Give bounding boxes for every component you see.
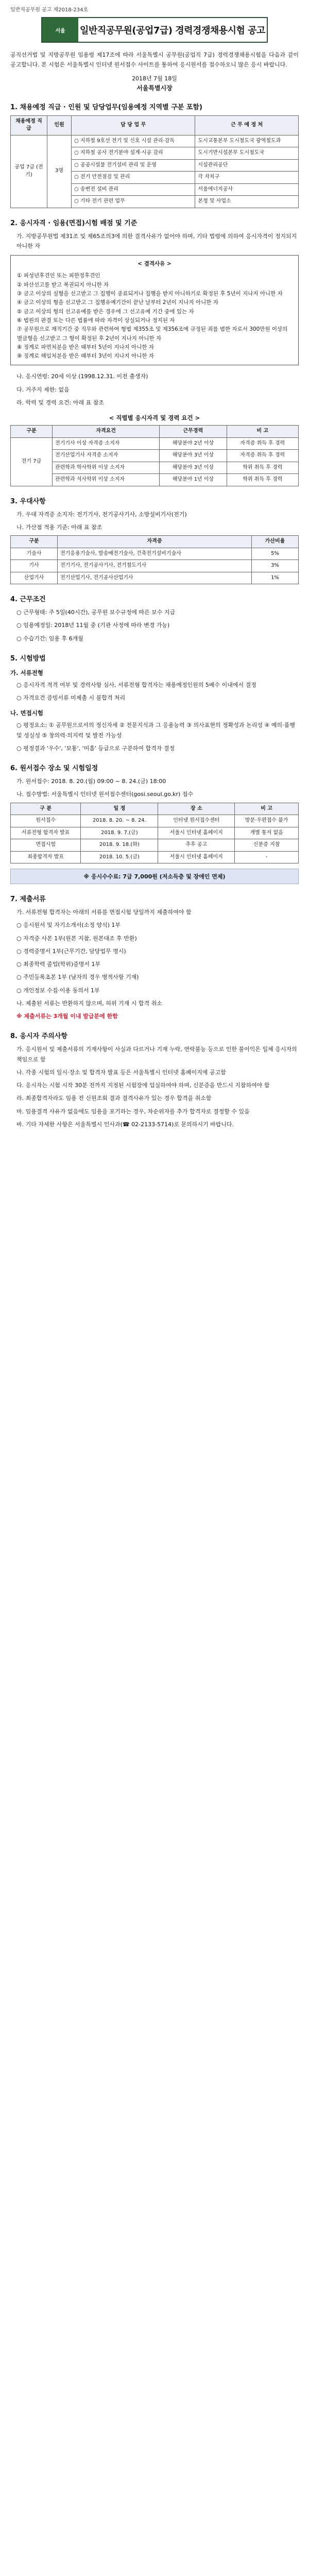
table-caption: < 직렬별 응시자격 및 경력 요건 > bbox=[109, 414, 200, 422]
submission-item: ○ 개인정보 수집·이용 동의서 1부 bbox=[16, 987, 100, 994]
eligibility-item: 나. 응시연령: 20세 이상 (1998.12.31. 이전 출생자) bbox=[16, 373, 148, 380]
col-place: 장 소 bbox=[158, 803, 235, 815]
duty-cell: ○ 지하철 9호선 전기 및 신호 시설 관리·감독 bbox=[72, 135, 195, 147]
box-line: ⑦ 공무원으로 재직기간 중 직무와 관련하여 형법 제355조 및 제356조에 규정된 죄를 범한 자로서 300만원 이상의 벌금형을 선고받고 그 형이 확정된 후 2년이 지나지 아니한 자 bbox=[17, 326, 288, 342]
date-cell: 2018. 9. 7.(금) bbox=[81, 827, 158, 839]
preference-item: 가. 우대 자격증 소지자: 전기기사, 전기공사기사, 소방설비기사(전기) bbox=[16, 511, 187, 518]
requirement-cell: 전기기사 이상 자격증 소지자 bbox=[53, 437, 160, 450]
preference-item: 나. 가산점 적용 기준: 아래 표 참조 bbox=[16, 523, 102, 531]
stage-cell: 최종합격자 발표 bbox=[11, 851, 81, 863]
box-title: < 결격사유 > bbox=[138, 261, 171, 267]
table-row bbox=[11, 827, 299, 839]
section-4-title: 4. 근무조건 bbox=[10, 596, 46, 604]
submission-item: ○ 자격증 사본 1부(원본 지참, 원본대조 후 반환) bbox=[16, 935, 137, 942]
stage-cell: 면접시험 bbox=[11, 839, 81, 852]
experience-cell: 해당분야 2년 이상 bbox=[160, 437, 227, 450]
intro-paragraph: 공직선거법 및 지방공무원 임용령 제17조에 따라 서울특별시 공무원(공업직 7급) 경력경쟁채용시험을 다음과 같이 공고합니다. 본 시험은 서울특별시 인터넷 원서접수 사이트를 통하여 응시원서를 접수하오니 많은 응시 바랍니다. bbox=[10, 52, 299, 69]
col-date: 일 정 bbox=[81, 803, 158, 815]
condition-item: ○ 수습기간: 임용 후 6개월 bbox=[16, 635, 83, 642]
section-2-title: 2. 응시자격 · 임용(면접)시험 배점 및 기준 bbox=[10, 219, 138, 227]
caution-item: 마. 임용결격 사유가 없음에도 임용을 포기하는 경우, 차순위자를 추가 합격자로 결정할 수 있음 bbox=[16, 1108, 250, 1115]
caution-item: 바. 기타 자세한 사항은 서울특별시 인사과(☎ 02-2133-5714)로 문의하시기 바랍니다. bbox=[16, 1121, 234, 1128]
subsection-interview: 나. 면접시험 bbox=[10, 709, 43, 717]
section-1-title: 1. 채용예정 직급 · 인원 및 담당업무(임용예정 지역별 구분 포함) bbox=[10, 103, 202, 111]
box-line: ④ 금고 이상의 형을 선고받고 그 집행유예기간이 끝난 날부터 2년이 지나지 아니한 자 bbox=[17, 299, 218, 306]
schedule-table bbox=[10, 803, 299, 864]
box-line: ⑤ 금고 이상의 형의 선고유예를 받은 경우에 그 선고유예 기간 중에 있는 자 bbox=[17, 308, 194, 315]
certificate-cell: 전기산업기사, 전기공사산업기사 bbox=[58, 572, 252, 584]
col-note: 비 고 bbox=[227, 426, 298, 438]
type-cell: 전기 7급 bbox=[11, 437, 53, 486]
method-item: ○ 자격요건 증빙서류 미제출 시 불합격 처리 bbox=[16, 694, 126, 702]
col-certificate: 자격증 bbox=[58, 536, 252, 548]
section-7-title: 7. 제출서류 bbox=[10, 895, 46, 904]
title-banner bbox=[41, 17, 268, 43]
note-cell: 학위 취득 후 경력 bbox=[227, 474, 298, 486]
location-cell: 도시기반시설본부 도시철도국 bbox=[195, 147, 299, 160]
grade-cell: 산업기사 bbox=[11, 572, 58, 584]
disqualification-box bbox=[10, 255, 299, 365]
rank-cell: 공업 7급 (전기) bbox=[11, 135, 47, 208]
submission-item: ○ 주민등록초본 1부 (남자의 경우 병적사항 기재) bbox=[16, 974, 139, 981]
col-remark: 비 고 bbox=[235, 803, 299, 815]
location-cell: 본청 및 사업소 bbox=[195, 196, 299, 208]
place-cell: 인터넷 원서접수센터 bbox=[158, 815, 235, 827]
method-item: ○ 응시자격 적격 여부 및 경력사항 심사, 서류전형 합격자는 채용예정인원의 5배수 이내에서 결정 bbox=[16, 681, 256, 688]
submission-item: 나. 제출된 서류는 반환하지 않으며, 허위 기재 시 합격 취소 bbox=[16, 999, 162, 1007]
table-row bbox=[11, 462, 299, 474]
stage-cell: 서류전형 합격자 발표 bbox=[11, 827, 81, 839]
col-bonus: 가산비율 bbox=[252, 536, 299, 548]
method-item: ○ 평정요소: ① 공무원으로서의 정신자세 ② 전문지식과 그 응용능력 ③ 의사표현의 정확성과 논리성 ④ 예의·품행 및 성실성 ⑤ 창의력·의지력 및 발전 가능성 bbox=[16, 722, 295, 739]
box-line: ③ 금고 이상의 실형을 선고받고 그 집행이 종료되거나 집행을 받지 아니하기로 확정된 후 5년이 지나지 아니한 자 bbox=[17, 290, 283, 297]
date-cell: 2018. 9. 18.(화) bbox=[81, 839, 158, 852]
submission-item: ○ 최종학력 졸업(학위)증명서 1부 bbox=[16, 961, 101, 968]
bonus-cell: 1% bbox=[252, 572, 299, 584]
bonus-cell: 5% bbox=[252, 548, 299, 560]
note-cell: 자격증 취득 후 경력 bbox=[227, 437, 298, 450]
section-8-title: 8. 응시자 주의사항 bbox=[10, 1032, 67, 1041]
caution-item: 나. 각종 시험의 일시·장소 및 합격자 발표 등은 서울특별시 인터넷 홈페이지에 공고함 bbox=[16, 1069, 226, 1076]
remark-cell: - bbox=[235, 851, 299, 863]
notice-date: 2018년 7월 18일 bbox=[132, 75, 177, 82]
table-row bbox=[11, 560, 299, 572]
submission-item: 가. 서류전형 합격자는 아래의 서류를 면접시험 당일까지 제출하여야 함 bbox=[16, 909, 192, 916]
place-cell: 서울시 인터넷 홈페이지 bbox=[158, 827, 235, 839]
table-row bbox=[11, 548, 299, 560]
col-requirement: 자격요건 bbox=[53, 426, 160, 438]
duty-cell: ○ 송변전 설비 관리 bbox=[72, 183, 195, 196]
box-line: ⑨ 징계로 해임처분을 받은 때부터 3년이 지나지 아니한 자 bbox=[17, 353, 154, 360]
table-row bbox=[11, 572, 299, 584]
requirement-cell: 전기산업기사 자격증 소지자 bbox=[53, 450, 160, 462]
place-cell: 추후 공고 bbox=[158, 839, 235, 852]
remark-cell: 방문·우편접수 불가 bbox=[235, 815, 299, 827]
condition-item: ○ 근무형태: 주 5일(40시간), 공무원 보수규정에 따른 보수 지급 bbox=[16, 609, 176, 616]
section-3-title: 3. 우대사항 bbox=[10, 497, 46, 505]
date-cell: 2018. 8. 20. ~ 8. 24. bbox=[81, 815, 158, 827]
caution-item: 다. 응시자는 시험 시작 30분 전까지 지정된 시험장에 입실하여야 하며, 신분증을 반드시 지참하여야 함 bbox=[16, 1082, 270, 1089]
certificate-cell: 전기기사, 전기공사기사, 전기철도기사 bbox=[58, 560, 252, 572]
subsection-document-screening: 가. 서류전형 bbox=[10, 669, 43, 676]
box-line: ⑥ 법원의 판결 또는 다른 법률에 따라 자격이 상실되거나 정지된 자 bbox=[17, 317, 175, 324]
table-row bbox=[11, 474, 299, 486]
fee-highlight: ※ 응시수수료: 7급 7,000원 (저소득층 및 장애인 면제) bbox=[10, 869, 299, 884]
schedule-item: 나. 접수방법: 서울특별시 인터넷 원서접수센터(gosi.seoul.go.kr) 접수 bbox=[16, 791, 194, 798]
duty-cell: ○ 공공시설물 전기설비 관리 및 운영 bbox=[72, 159, 195, 172]
col-grade: 구분 bbox=[11, 536, 58, 548]
location-cell: 시설관리공단 bbox=[195, 159, 299, 172]
grade-cell: 기술사 bbox=[11, 548, 58, 560]
caution-item: 라. 최종합격자라도 임용 전 신원조회 결과 결격사유가 있는 경우 합격을 취소함 bbox=[16, 1095, 212, 1102]
experience-cell: 해당분야 3년 이상 bbox=[160, 462, 227, 474]
seoul-logo: 서울 bbox=[42, 18, 78, 42]
col-experience: 근무경력 bbox=[160, 426, 227, 438]
section-5-title: 5. 시험방법 bbox=[10, 654, 46, 663]
col-stage: 구 분 bbox=[11, 803, 81, 815]
box-line: ② 파산선고를 받고 복권되지 아니한 자 bbox=[17, 281, 109, 288]
bonus-cell: 3% bbox=[252, 560, 299, 572]
bonus-table bbox=[10, 535, 299, 584]
experience-cell: 해당분야 3년 이상 bbox=[160, 450, 227, 462]
eligibility-item: 라. 학력 및 경력 요건: 아래 표 참조 bbox=[16, 399, 104, 406]
col-rank: 채용예정 직급 bbox=[11, 115, 47, 135]
table-row bbox=[11, 450, 299, 462]
location-cell: 도시교통본부 도시철도국 광역철도과 bbox=[195, 135, 299, 147]
duty-cell: ○ 기타 전기 관련 업무 bbox=[72, 196, 195, 208]
recruitment-table bbox=[10, 115, 299, 208]
eligibility-item: 다. 거주지 제한: 없음 bbox=[16, 386, 70, 393]
issuing-org: 서울특별시장 bbox=[136, 84, 173, 92]
notice-number: 일반직공무원 공고 제2018-234호 bbox=[10, 7, 89, 13]
table-row bbox=[11, 135, 299, 147]
duty-cell: ○ 전기 안전점검 및 관리 bbox=[72, 172, 195, 184]
requirement-cell: 관련학과 석사학위 이상 소지자 bbox=[53, 474, 160, 486]
page-title: 일반직공무원(공업7급) 경력경쟁채용시험 공고 bbox=[80, 25, 265, 36]
remark-cell: 신분증 지참 bbox=[235, 839, 299, 852]
box-line: ① 피성년후견인 또는 피한정후견인 bbox=[17, 273, 100, 279]
eligibility-item: 가. 지방공무원법 제31조 및 제65조의3에 의한 결격사유가 없어야 하며, 기타 법령에 의하여 응시자격이 정지되지 아니한 자 bbox=[16, 232, 297, 249]
location-cell: 각 자치구 bbox=[195, 172, 299, 184]
count-cell: 3명 bbox=[47, 135, 72, 208]
submission-item: ○ 경력증명서 1부(근무기간, 담당업무 명시) bbox=[16, 947, 126, 955]
section-6-title: 6. 원서접수 장소 및 시험일정 bbox=[10, 765, 98, 773]
place-cell: 서울시 인터넷 홈페이지 bbox=[158, 851, 235, 863]
method-item: ○ 평정결과 '우수', '보통', '미흡' 등급으로 구분하여 합격자 결정 bbox=[16, 744, 175, 752]
stage-cell: 원서접수 bbox=[11, 815, 81, 827]
grade-cell: 기사 bbox=[11, 560, 58, 572]
col-duties: 담 당 업 무 bbox=[72, 115, 195, 135]
duty-cell: ○ 지하철 공사 전기분야 설계·시공 감리 bbox=[72, 147, 195, 160]
box-line: ⑧ 징계로 파면처분을 받은 때부터 5년이 지나지 아니한 자 bbox=[17, 344, 154, 350]
col-count: 인원 bbox=[47, 115, 72, 135]
date-cell: 2018. 10. 5.(금) bbox=[81, 851, 158, 863]
certificate-cell: 전기응용기술사, 발송배전기술사, 건축전기설비기술사 bbox=[58, 548, 252, 560]
requirement-cell: 관련학과 학사학위 이상 소지자 bbox=[53, 462, 160, 474]
experience-cell: 해당분야 1년 이상 bbox=[160, 474, 227, 486]
qualification-table bbox=[10, 425, 299, 486]
remark-cell: 개별 통지 없음 bbox=[235, 827, 299, 839]
table-row bbox=[11, 437, 299, 450]
submission-note: ※ 제출서류는 3개월 이내 발급분에 한함 bbox=[16, 1013, 118, 1020]
submission-item: ○ 응시원서 및 자기소개서(소정 양식) 1부 bbox=[16, 922, 121, 929]
location-cell: 서울에너지공사 bbox=[195, 183, 299, 196]
note-cell: 학위 취득 후 경력 bbox=[227, 462, 298, 474]
col-type: 구분 bbox=[11, 426, 53, 438]
col-location: 근 무 예 정 처 bbox=[195, 115, 299, 135]
schedule-item: 가. 원서접수: 2018. 8. 20.(월) 09:00 ~ 8. 24.(금) 18:00 bbox=[16, 778, 166, 785]
caution-item: 가. 응시원서 및 제출서류의 기재사항이 사실과 다르거나 기재 누락, 연락불능 등으로 인한 불이익은 일체 응시자의 책임으로 함 bbox=[16, 1046, 297, 1063]
table-row bbox=[11, 851, 299, 863]
table-row bbox=[11, 815, 299, 827]
table-row bbox=[11, 839, 299, 852]
note-cell: 자격증 취득 후 경력 bbox=[227, 450, 298, 462]
condition-item: ○ 임용예정일: 2018년 11월 중 (기관 사정에 따라 변경 가능) bbox=[16, 622, 170, 629]
